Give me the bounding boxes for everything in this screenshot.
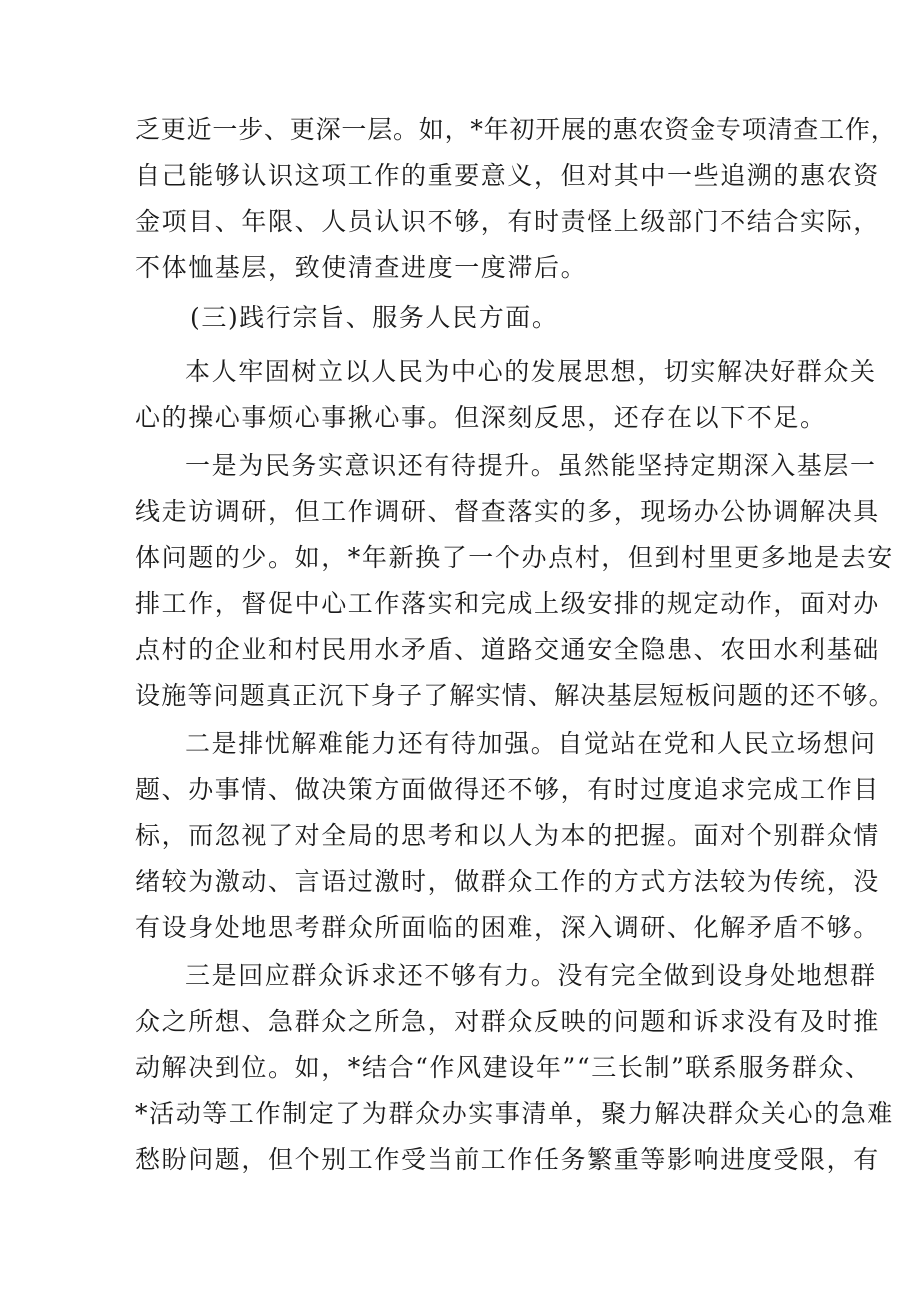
text-line: 本人牢固树立以人民为中心的发展思想，切实解决好群众关 [185,357,877,386]
text-line: 心的操心事烦心事揪心事。但深刻反思，还存在以下不足。 [135,403,827,432]
text-line: 体问题的少。如，*年新换了一个办点村，但到村里更多地是去安 [135,543,894,572]
text-line: 自己能够认识这项工作的重要意义，但对其中一些追溯的惠农资 [135,161,880,190]
text-line: *活动等工作制定了为群众办实事清单，聚力解决群众关心的急难 [135,1099,894,1128]
text-line: 题、办事情、做决策方面做得还不够，有时过度追求完成工作目 [135,775,880,804]
text-line: 线走访调研，但工作调研、督查落实的多，现场办公协调解决具 [135,497,880,526]
text-line: 一是为民务实意识还有待提升。虽然能坚持定期深入基层一 [185,451,877,480]
text-line: 不体恤基层，致使清查进度一度滞后。 [135,253,588,282]
text-line: 动解决到位。如，*结合“作风建设年”“三长制”联系服务群众、 [135,1053,872,1082]
text-line: 三是回应群众诉求还不够有力。没有完全做到设身处地想群 [185,961,877,990]
text-line: 点村的企业和村民用水矛盾、道路交通安全隐患、农田水利基础 [135,635,880,664]
text-line: 绪较为激动、言语过激时，做群众工作的方式方法较为传统，没 [135,867,880,896]
text-line: 排工作，督促中心工作落实和完成上级安排的规定动作，面对办 [135,589,880,618]
text-line: 设施等问题真正沉下身子了解实情、解决基层短板问题的还不够。 [135,681,895,710]
text-line: 乏更近一步、更深一层。如，*年初开展的惠农资金专项清查工作， [135,115,897,144]
text-line: 标，而忽视了对全局的思考和以人为本的把握。面对个别群众情 [135,821,880,850]
text-line: 有设身处地思考群众所面临的困难，深入调研、化解矛盾不够。 [135,913,880,942]
text-line: 愁盼问题，但个别工作受当前工作任务繁重等影响进度受限，有 [135,1145,880,1174]
text-line: 金项目、年限、人员认识不够，有时责怪上级部门不结合实际， [135,207,880,236]
text-line: 二是排忧解难能力还有待加强。自觉站在党和人民立场想问 [185,729,877,758]
section-heading: (三)践行宗旨、服务人民方面。 [190,303,559,332]
text-line: 众之所想、急群众之所急，对群众反映的问题和诉求没有及时推 [135,1007,880,1036]
